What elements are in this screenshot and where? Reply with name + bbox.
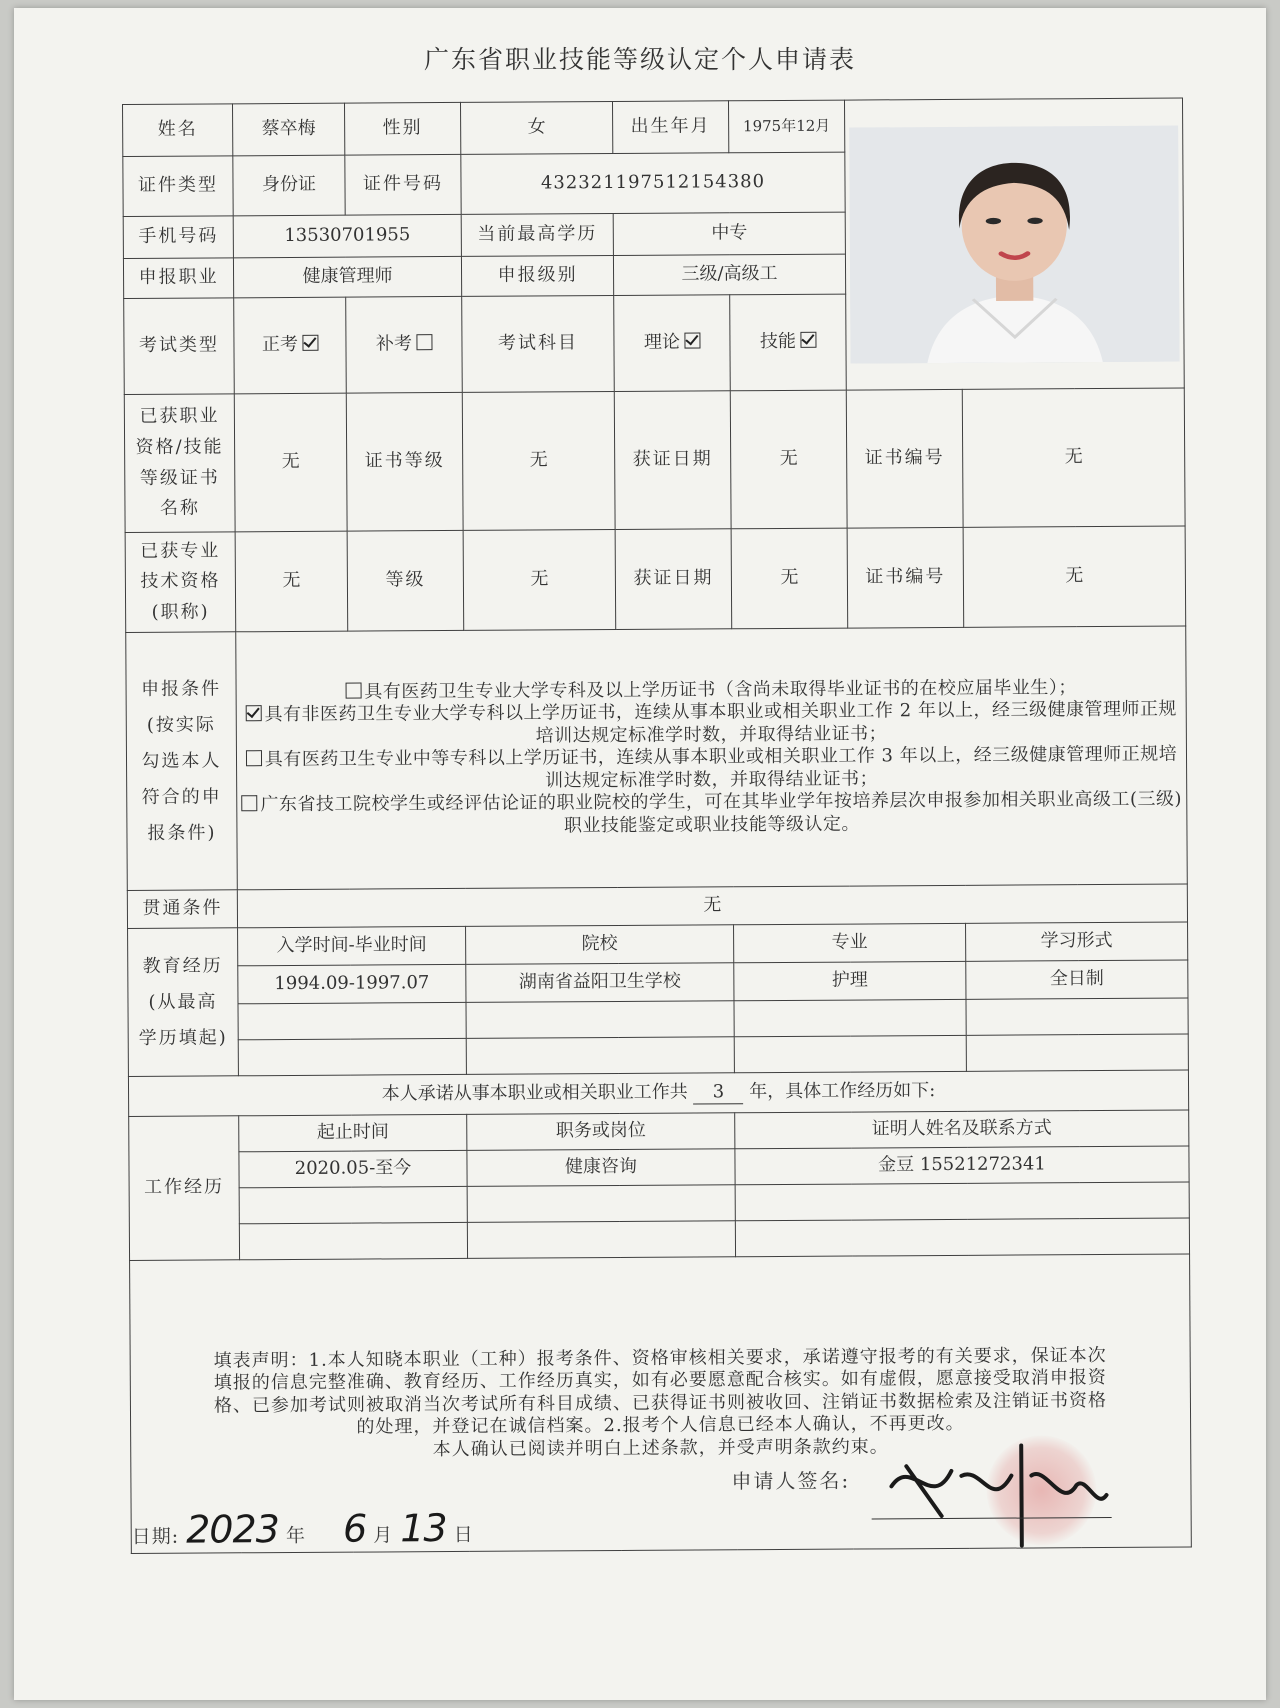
edu-label-line-1: 教育经历 xyxy=(142,954,223,977)
prof-label-line-1: 已获专业 xyxy=(140,540,221,562)
application-form-table xyxy=(122,98,1192,1554)
signature-icon xyxy=(871,1415,1132,1557)
qual-label-line-2: 资格/技能 xyxy=(135,436,224,458)
row-declaration xyxy=(130,1254,1192,1553)
edu-1-major: 护理 xyxy=(734,961,966,1000)
declaration-line: 本人确认已阅读并明白上述条款，并受声明条款约束。 xyxy=(432,1436,889,1460)
value-prof-name: 无 xyxy=(235,531,348,632)
value-level: 三级/高级工 xyxy=(613,254,845,295)
row-work-pledge xyxy=(128,1070,1188,1116)
label-prof-grade: 等级 xyxy=(347,530,464,631)
value-id-number: 432321197512154380 xyxy=(461,152,845,214)
subject-skill xyxy=(730,294,847,391)
condition-2-text: 具有非医药卫生专业大学专科以上学历证书，连续从事本职业或相关职业工作 2 年以上，经三级健康管理师正规培训达规定标准学时数，并取得结业证书； xyxy=(264,698,1177,747)
header-work-witness: 证明人姓名及联系方式 xyxy=(735,1110,1189,1149)
qual-label-line-4: 名称 xyxy=(159,497,201,519)
condition-1-text: 具有医药卫生专业大学专科及以上学历证书（含尚未取得毕业证书的在校应届毕业生）； xyxy=(364,676,1077,703)
label-id-type: 证件类型 xyxy=(123,156,233,217)
row-basic xyxy=(123,98,1183,156)
value-occupation: 健康管理师 xyxy=(233,256,461,297)
cond-label-line-4: 符合的申 xyxy=(141,785,222,808)
declaration-line: 填报的信息完整准确、教育经历、工作经历真实，如有必要愿意配合核实。如有虚假，愿意接受取消申报资 xyxy=(213,1367,1107,1394)
header-edu-major: 专业 xyxy=(734,923,966,962)
header-edu-form: 学习形式 xyxy=(966,922,1188,961)
row-conditions xyxy=(126,626,1188,890)
date-year-handwritten: 2023 xyxy=(186,1507,280,1552)
subject-theory-checkbox[interactable] xyxy=(684,333,700,349)
portrait-icon xyxy=(849,125,1179,363)
label-qual-number: 证书编号 xyxy=(846,389,963,528)
declaration-line: 的处理，并登记在诚信档案。2.报考个人信息已经本人确认，不再更改。 xyxy=(356,1413,965,1438)
work-pledge-prefix: 本人承诺从事本职业或相关职业工作共 xyxy=(381,1081,688,1105)
value-phone: 13530701955 xyxy=(233,214,461,257)
value-gender: 女 xyxy=(460,102,612,155)
subject-theory xyxy=(614,295,731,392)
value-qual-name: 无 xyxy=(234,393,347,532)
value-prof-number: 无 xyxy=(963,526,1186,627)
label-gender: 性别 xyxy=(344,102,460,155)
header-work-position: 职务或岗位 xyxy=(467,1113,735,1151)
label-id-number: 证件号码 xyxy=(345,154,461,215)
date-day-handwritten: 13 xyxy=(400,1506,447,1551)
work-pledge-suffix: 年，具体工作经历如下: xyxy=(749,1079,936,1102)
prof-label-line-3: (职称) xyxy=(151,601,210,623)
work-1-witness: 金豆 15521272341 xyxy=(735,1146,1189,1185)
edu-3-school xyxy=(466,1037,734,1075)
exam-makeup-label: 补考 xyxy=(375,333,413,355)
edu-1-form: 全日制 xyxy=(966,960,1188,999)
edu-2-form xyxy=(966,998,1188,1035)
edu-1-period: 1994.09-1997.07 xyxy=(238,964,466,1003)
label-phone: 手机号码 xyxy=(123,216,233,259)
edu-label-line-2: (从最高 xyxy=(148,990,218,1013)
declaration-cell xyxy=(130,1254,1192,1553)
edu-3-period xyxy=(238,1038,466,1075)
condition-item xyxy=(241,789,1182,840)
label-occupation: 申报职业 xyxy=(123,258,233,299)
value-birth: 1975年12月 xyxy=(728,100,844,153)
condition-4-checkbox[interactable] xyxy=(241,795,257,811)
label-work-history: 工作经历 xyxy=(129,1116,240,1261)
exam-makeup xyxy=(346,296,463,393)
label-qualification xyxy=(124,394,235,533)
edu-1-school: 湖南省益阳卫生学校 xyxy=(466,963,734,1003)
edu-2-school xyxy=(466,1001,734,1039)
value-qual-grade: 无 xyxy=(462,391,615,530)
conditions-list xyxy=(236,626,1188,890)
condition-4-text: 广东省技工院校学生或经评估论证的职业院校的学生，可在其毕业学年按培养层次申报参加相关职业高级工(三级)职业技能鉴定或职业技能等级认定。 xyxy=(260,788,1183,837)
exam-regular-checkbox[interactable] xyxy=(302,335,318,351)
date-year-label: 年 xyxy=(285,1524,307,1548)
label-birth: 出生年月 xyxy=(612,101,728,154)
edu-3-major xyxy=(734,1035,966,1072)
work-2-period xyxy=(239,1186,467,1223)
declaration-line: 填表声明：1.本人知晓本职业（工种）报考条件、资格审核相关要求，承诺遵守报考的有关要求，保证本次 xyxy=(213,1344,1107,1372)
label-professional-title xyxy=(125,532,236,633)
label-education-history xyxy=(128,928,239,1077)
work-3-position xyxy=(467,1221,735,1259)
subject-skill-label: 技能 xyxy=(759,331,797,353)
exam-regular-label: 正考 xyxy=(261,334,299,356)
label-name: 姓名 xyxy=(123,104,233,157)
value-education: 中专 xyxy=(613,212,845,255)
value-qual-number: 无 xyxy=(962,388,1185,527)
header-work-period: 起止时间 xyxy=(239,1114,467,1151)
row-through xyxy=(127,884,1187,928)
label-qual-date: 获证日期 xyxy=(614,391,731,530)
condition-item xyxy=(241,699,1182,750)
label-prof-date: 获证日期 xyxy=(615,529,732,630)
work-1-period: 2020.05-至今 xyxy=(239,1150,467,1187)
prof-label-line-2: 技术资格 xyxy=(140,570,221,593)
work-3-period xyxy=(239,1222,467,1259)
edu-2-period xyxy=(238,1002,466,1039)
form-sheet xyxy=(14,8,1266,1700)
value-prof-grade: 无 xyxy=(463,529,616,630)
label-exam-type: 考试类型 xyxy=(124,298,235,395)
label-exam-subject: 考试科目 xyxy=(462,296,615,393)
applicant-photo xyxy=(849,125,1179,363)
condition-item xyxy=(241,744,1182,795)
label-qual-grade: 证书等级 xyxy=(346,392,463,531)
condition-1-checkbox[interactable] xyxy=(345,682,361,698)
signature-label: 申请人签名: xyxy=(731,1468,851,1494)
label-education: 当前最高学历 xyxy=(461,214,613,257)
value-qual-date: 无 xyxy=(730,390,847,529)
subject-theory-label: 理论 xyxy=(643,331,681,354)
header-edu-period: 入学时间-毕业时间 xyxy=(238,926,466,965)
work-2-witness xyxy=(735,1182,1189,1221)
condition-2-checkbox[interactable] xyxy=(245,705,261,721)
edu-2-major xyxy=(734,999,966,1036)
edu-label-line-3: 学历填起) xyxy=(138,1026,228,1049)
subject-skill-checkbox[interactable] xyxy=(800,332,816,348)
value-name: 蔡卒梅 xyxy=(233,103,345,156)
exam-makeup-checkbox[interactable] xyxy=(416,334,432,350)
cond-label-line-1: 申报条件 xyxy=(141,677,222,700)
cond-label-line-3: 勾选本人 xyxy=(141,749,222,772)
declaration-line: 格、已参加考试则被取消当次考试所有科目成绩、已获得证书则被收回、注销证书数据检索及注销证书资格 xyxy=(213,1389,1108,1417)
work-3-witness xyxy=(735,1218,1189,1257)
value-id-type: 身份证 xyxy=(233,155,345,216)
date-row xyxy=(132,1505,474,1555)
label-prof-number: 证书编号 xyxy=(847,527,964,628)
date-month-label: 月 xyxy=(373,1524,394,1547)
cond-label-line-5: 报条件) xyxy=(147,821,217,844)
condition-3-checkbox[interactable] xyxy=(246,750,262,766)
value-through: 无 xyxy=(237,884,1187,928)
cond-label-line-2: (按实际 xyxy=(146,713,216,736)
row-qualification xyxy=(124,388,1185,532)
date-label: 日期: xyxy=(131,1525,180,1548)
table-row xyxy=(128,960,1188,1004)
label-level: 申报级别 xyxy=(461,256,613,297)
value-prof-date: 无 xyxy=(731,528,848,629)
work-years-value: 3 xyxy=(693,1081,743,1105)
exam-regular xyxy=(234,297,347,394)
row-professional-title xyxy=(125,526,1186,632)
work-2-position xyxy=(467,1185,735,1223)
form-title: 广东省职业技能等级认定个人申请表 xyxy=(423,45,856,74)
date-day-label: 日 xyxy=(453,1523,474,1547)
label-through: 贯通条件 xyxy=(127,890,237,929)
header-edu-school: 院校 xyxy=(466,925,734,965)
edu-3-form xyxy=(966,1034,1188,1071)
qual-label-line-3: 等级证书 xyxy=(139,466,220,489)
row-education-header xyxy=(128,922,1188,966)
photo-cell xyxy=(844,98,1184,390)
work-pledge xyxy=(128,1070,1188,1116)
qual-label-line-1: 已获职业 xyxy=(139,405,220,428)
label-conditions xyxy=(126,632,238,891)
date-month-handwritten: 6 xyxy=(342,1506,367,1551)
condition-3-text: 具有医药卫生专业中等专科以上学历证书，连续从事本职业或相关职业工作 3 年以上，经三级健康管理师正规培训达规定标准学时数，并取得结业证书； xyxy=(264,743,1178,792)
work-1-position: 健康咨询 xyxy=(467,1149,735,1187)
